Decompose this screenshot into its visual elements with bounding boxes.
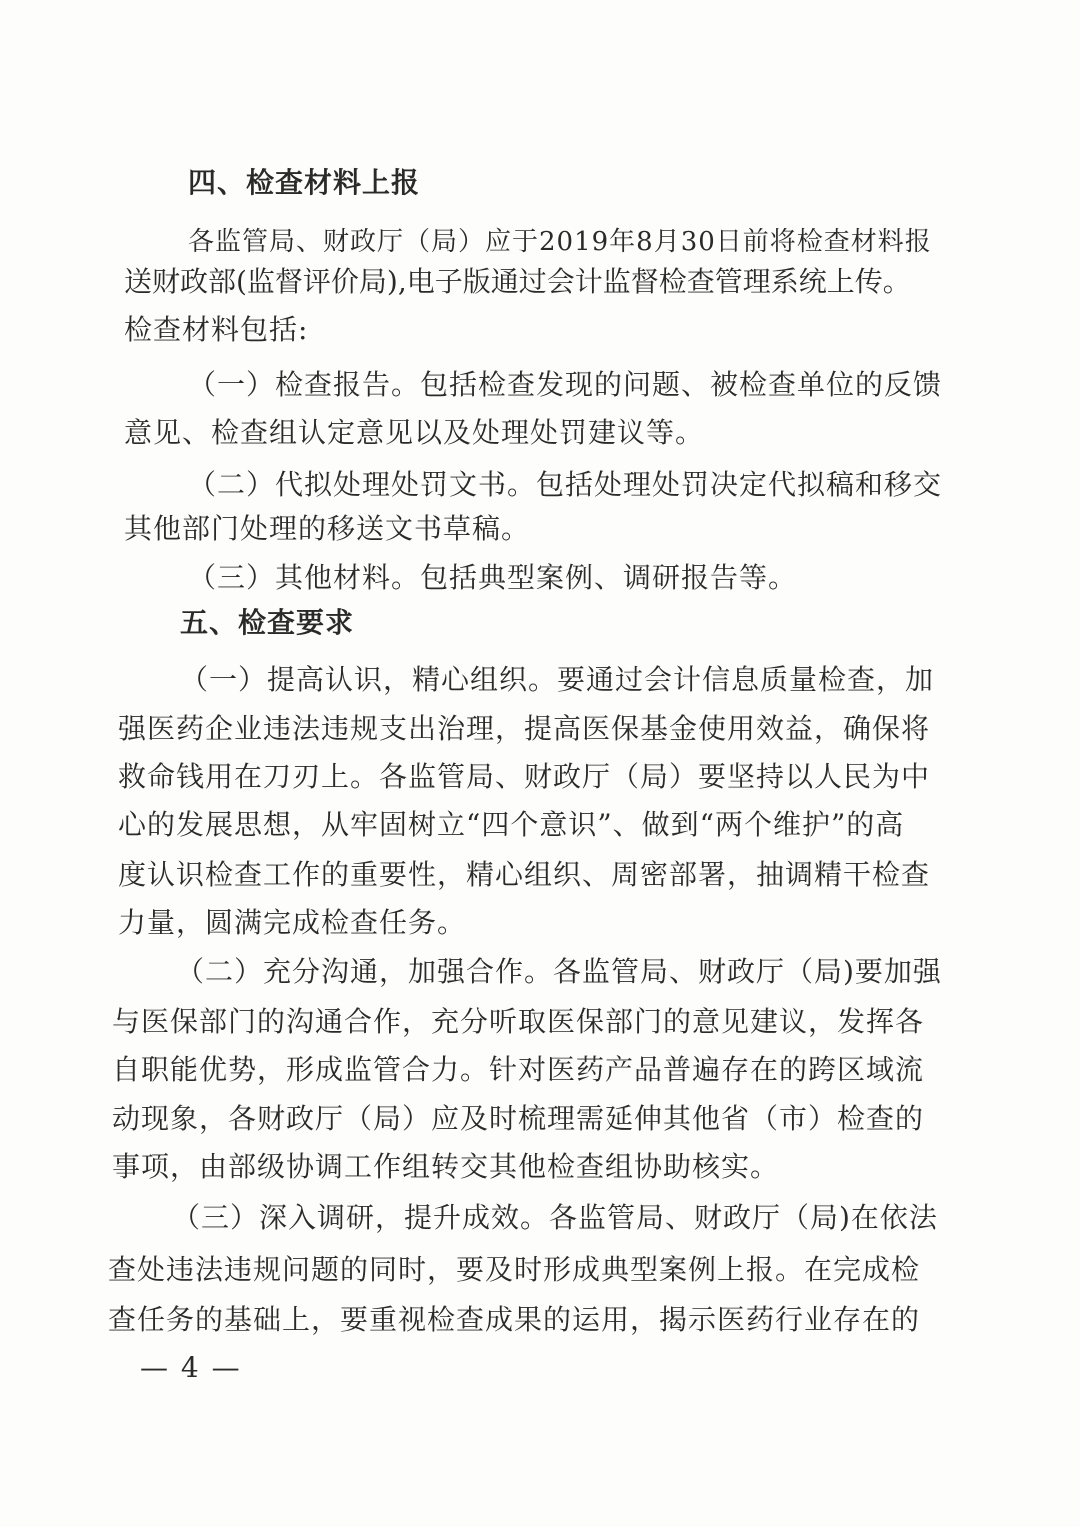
paragraph-line: 强医药企业违法违规支出治理，提高医保基金使用效益，确保将 — [118, 712, 931, 745]
paragraph-line: 心的发展思想，从牢固树立“四个意识”、做到“两个维护”的高 — [118, 808, 905, 841]
paragraph-line: 度认识检查工作的重要性，精心组织、周密部署，抽调精干检查 — [118, 858, 931, 891]
paragraph-line: 查任务的基础上，要重视检查成果的运用，揭示医药行业存在的 — [108, 1303, 921, 1336]
paragraph-line: （一）检查报告。包括检查发现的问题、被检查单位的反馈 — [188, 368, 943, 401]
paragraph-line: 各监管局、财政厅（局）应于2019年8月30日前将检查材料报 — [188, 227, 932, 257]
paragraph-line: （三）深入调研，提升成效。各监管局、财政厅（局)在依法 — [172, 1201, 938, 1234]
paragraph-line: 查处违法违规问题的同时，要及时形成典型案例上报。在完成检 — [108, 1253, 921, 1286]
paragraph-line: 事项，由部级协调工作组转交其他检查组协助核实。 — [112, 1150, 780, 1183]
paragraph-line: 意见、检查组认定意见以及处理处罚建议等。 — [124, 416, 705, 449]
paragraph-line: （一）提高认识，精心组织。要通过会计信息质量检查，加 — [180, 663, 935, 696]
paragraph-line: （三）其他材料。包括典型案例、调研报告等。 — [188, 561, 798, 594]
page-number: — 4 — — [140, 1351, 242, 1384]
paragraph-line: 自职能优势，形成监管合力。针对医药产品普遍存在的跨区域流 — [112, 1053, 925, 1086]
paragraph-line: 动现象，各财政厅（局）应及时梳理需延伸其他省（市）检查的 — [112, 1102, 925, 1135]
section-heading: 五、检查要求 — [180, 606, 355, 639]
paragraph-line: 与医保部门的沟通合作，充分听取医保部门的意见建议，发挥各 — [112, 1005, 925, 1038]
paragraph-line: 救命钱用在刀刃上。各监管局、财政厅（局）要坚持以人民为中 — [118, 760, 931, 793]
paragraph-line: （二）代拟处理处罚文书。包括处理处罚决定代拟稿和移交 — [188, 468, 943, 501]
section-heading: 四、检查材料上报 — [188, 166, 421, 199]
paragraph-line: 力量，圆满完成检查任务。 — [118, 906, 467, 939]
paragraph-line: （二）充分沟通，加强合作。各监管局、财政厅（局)要加强 — [176, 955, 942, 988]
paragraph-line: 送财政部(监督评价局),电子版通过会计监督检查管理系统上传。 — [124, 265, 911, 298]
paragraph-line: 检查材料包括: — [124, 313, 309, 346]
paragraph-line: 其他部门处理的移送文书草稿。 — [124, 512, 531, 545]
